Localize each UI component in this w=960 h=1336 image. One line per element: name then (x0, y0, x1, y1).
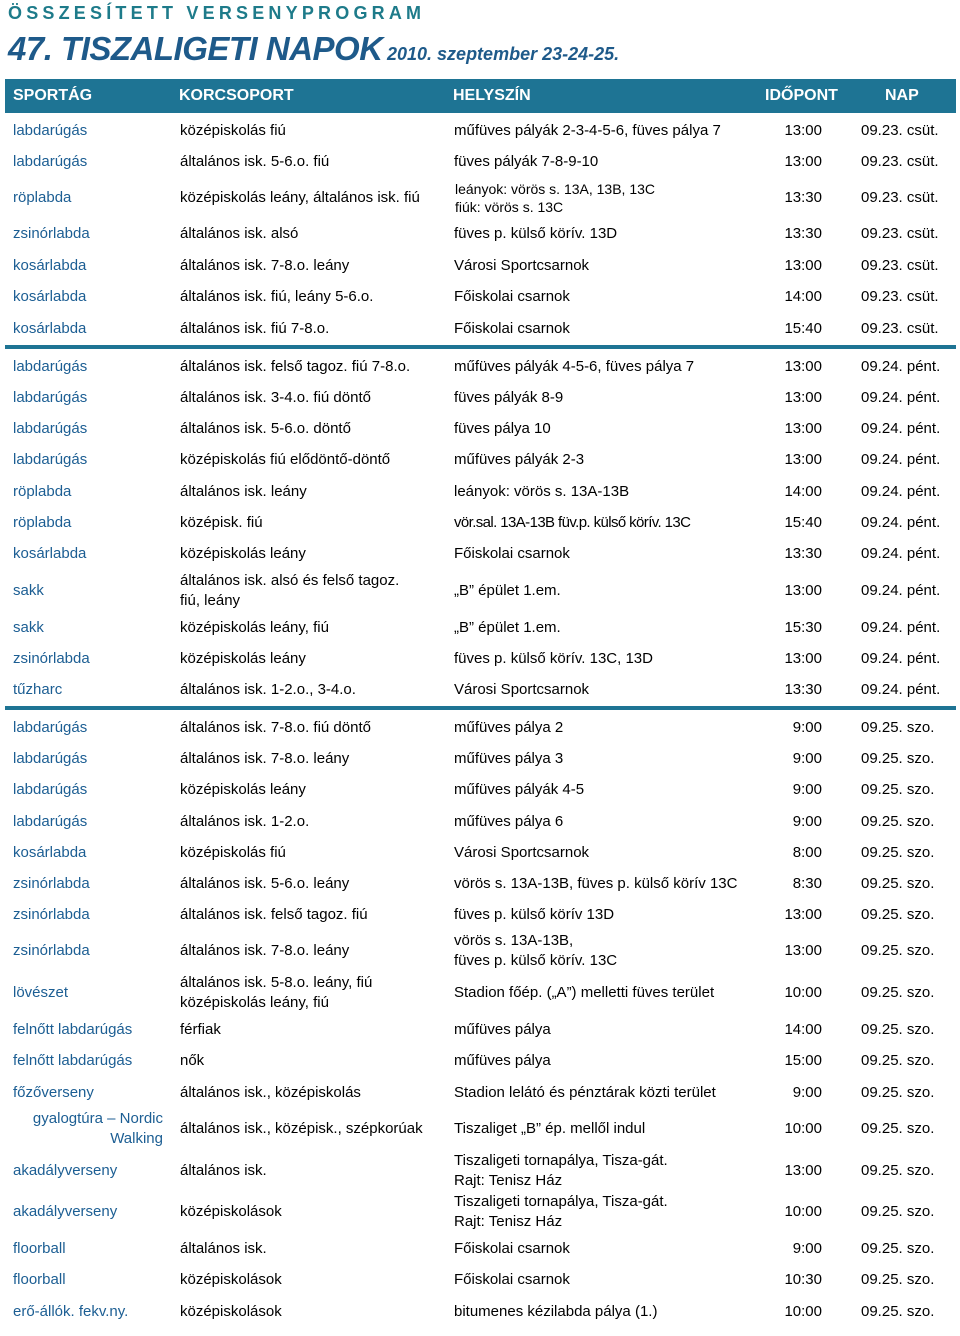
cell-group (180, 482, 307, 502)
cell-place (454, 224, 617, 244)
cell-time: 9:00 (792, 781, 822, 798)
cell-day: 09.25. szo. (861, 1240, 935, 1257)
cell-group (180, 1302, 282, 1322)
cell-sport: zsinórlabda (13, 942, 90, 959)
cell-sport: sakk (13, 619, 44, 636)
cell-group-line: nők (180, 1052, 205, 1069)
cell-place-line: Városi Sportcsarnok (454, 844, 590, 861)
cell-sport: röplabda (13, 514, 72, 531)
cell-sport: felnőtt labdarúgás (13, 1052, 133, 1069)
cell-day: 09.24. pént. (861, 420, 941, 437)
cell-group-line: középiskolás leány (180, 545, 306, 562)
cell-group (180, 1119, 423, 1139)
cell-sport: labdarúgás (13, 750, 88, 767)
cell-time: 13:00 (784, 153, 822, 170)
cell-group-line: középiskolás leány (180, 650, 306, 667)
cell-sport: erő-állók. fekv.ny. (13, 1303, 129, 1320)
cell-place (454, 152, 598, 172)
cell-sport: floorball (13, 1240, 66, 1257)
cell-group (180, 319, 329, 339)
cell-place-line: Tiszaligeti tornapálya, Tisza-gát. (454, 1193, 668, 1210)
cell-place-line: Főiskolai csarnok (454, 1271, 570, 1288)
cell-day: 09.23. csüt. (861, 225, 939, 242)
title-date: 2010. szeptember 23-24-25. (387, 44, 620, 64)
cell-day: 09.24. pént. (861, 545, 941, 562)
cell-sport: labdarúgás (13, 389, 88, 406)
cell-group-line: általános isk. 5-6.o. leány (180, 875, 350, 892)
cell-group (180, 680, 356, 700)
cell-group-line: középiskolások (180, 1271, 282, 1288)
cell-group (180, 544, 306, 564)
cell-day: 09.23. csüt. (861, 320, 939, 337)
cell-sport: röplabda (13, 483, 72, 500)
cell-place (454, 1051, 551, 1071)
cell-place (454, 581, 561, 601)
cell-place (454, 812, 563, 832)
cell-day: 09.23. csüt. (861, 122, 939, 139)
cell-place (454, 680, 589, 700)
cell-place (454, 419, 551, 439)
cell-sport: zsinórlabda (13, 875, 90, 892)
cell-place-line: vörös s. 13A-13B, füves p. külső körív 13C (454, 875, 738, 892)
cell-time: 9:00 (792, 1240, 822, 1257)
cell-day: 09.23. csüt. (861, 288, 939, 305)
cell-group-line: általános isk. 1-2.o., 3-4.o. (180, 681, 356, 698)
cell-day: 09.25. szo. (861, 1084, 935, 1101)
cell-time: 15:40 (784, 514, 822, 531)
cell-place-line: Főiskolai csarnok (454, 320, 570, 337)
cell-time: 10:00 (784, 1203, 822, 1220)
cell-group (180, 1020, 221, 1040)
cell-sport: labdarúgás (13, 358, 88, 375)
cell-group (180, 450, 390, 470)
cell-place (454, 874, 737, 894)
cell-sport: lövészet (13, 984, 69, 1001)
cell-time: 13:30 (784, 225, 822, 242)
cell-group (180, 571, 399, 611)
cell-sport: zsinórlabda (13, 225, 90, 242)
cell-group-line: középisk. fiú (180, 514, 263, 531)
cell-place-line: bitumenes kézilabda pálya (1.) (454, 1303, 658, 1320)
cell-group (180, 224, 298, 244)
cell-place (454, 544, 570, 564)
cell-group-line: általános isk., középiskolás (180, 1084, 361, 1101)
cell-time: 9:00 (792, 750, 822, 767)
cell-place (454, 388, 563, 408)
cell-group-line: férfiak (180, 1021, 221, 1038)
cell-place (454, 718, 563, 738)
cell-day: 09.25. szo. (861, 1021, 935, 1038)
cell-day: 09.25. szo. (861, 1162, 935, 1179)
cell-time: 13:00 (784, 650, 822, 667)
cell-sport: felnőtt labdarúgás (13, 1021, 133, 1038)
cell-place-line: Rajt: Tenisz Ház (454, 1213, 563, 1230)
cell-time: 13:00 (784, 122, 822, 139)
cell-day: 09.25. szo. (861, 781, 935, 798)
cell-group (180, 812, 309, 832)
cell-time: 15:40 (784, 320, 822, 337)
cell-time: 9:00 (792, 813, 822, 830)
cell-day: 09.24. pént. (861, 619, 941, 636)
cell-place (454, 319, 570, 339)
cell-group-line: általános isk. felső tagoz. fiú (180, 906, 368, 923)
cell-place (454, 513, 690, 533)
cell-place-line: „B” épület 1.em. (454, 619, 561, 636)
cell-day: 09.24. pént. (861, 582, 941, 599)
cell-group-line: általános isk., középisk., szépkorúak (180, 1120, 423, 1137)
cell-group-line: általános isk. 7-8.o. leány (180, 750, 350, 767)
cell-place-line: füves pályák 7-8-9-10 (454, 153, 599, 170)
cell-day: 09.25. szo. (861, 844, 935, 861)
cell-place-line: Főiskolai csarnok (454, 288, 570, 305)
cell-sport: akadályverseny (13, 1203, 118, 1220)
cell-sport: kosárlabda (13, 844, 87, 861)
cell-group-line: középiskolás fiú (180, 122, 286, 139)
cell-place-line: műfüves pálya 6 (454, 813, 564, 830)
cell-time: 15:00 (784, 1052, 822, 1069)
cell-sport: tűzharc (13, 681, 63, 698)
cell-time: 13:00 (784, 420, 822, 437)
section-separator (5, 706, 956, 710)
cell-group (180, 780, 306, 800)
cell-group (180, 388, 371, 408)
cell-time: 13:30 (784, 189, 822, 206)
cell-sport: kosárlabda (13, 320, 87, 337)
cell-place-line: műfüves pályák 2-3-4-5-6, füves pálya 7 (454, 122, 721, 139)
cell-day: 09.24. pént. (861, 681, 941, 698)
cell-day: 09.24. pént. (861, 514, 941, 531)
cell-place (454, 931, 617, 971)
cell-group (180, 357, 410, 377)
cell-place-line: „B” épület 1.em. (454, 582, 561, 599)
cell-group-line: általános isk. 5-6.o. fiú (180, 153, 330, 170)
cell-time: 13:00 (784, 942, 822, 959)
cell-day: 09.25. szo. (861, 719, 935, 736)
cell-sport: gyalogtúra – Nordic Walking (32, 1110, 163, 1147)
cell-place-line: füves p. külső körív. 13D (454, 225, 618, 242)
cell-place (454, 1151, 668, 1191)
cell-group (180, 973, 372, 1013)
cell-place-line: füves p. külső körív 13D (454, 906, 615, 923)
cell-group (180, 188, 420, 208)
cell-group (180, 287, 373, 307)
cell-group (180, 419, 351, 439)
cell-place-line: Tiszaligeti tornapálya, Tisza-gát. (454, 1152, 668, 1169)
cell-place (454, 780, 584, 800)
cell-place-line: műfüves pálya 3 (454, 750, 564, 767)
cell-day: 09.23. csüt. (861, 153, 939, 170)
title-main: 47. TISZALIGETI NAPOK (8, 30, 383, 67)
cell-place (454, 1302, 657, 1322)
cell-sport: floorball (13, 1271, 66, 1288)
cell-sport: labdarúgás (13, 813, 88, 830)
cell-place (454, 618, 561, 638)
cell-place (454, 905, 614, 925)
cell-group (180, 513, 263, 533)
cell-place (454, 1239, 570, 1259)
cell-day: 09.25. szo. (861, 1203, 935, 1220)
cell-place (454, 649, 653, 669)
document-kicker: ÖSSZESÍTETT VERSENYPROGRAM (8, 3, 426, 23)
cell-day: 09.24. pént. (861, 358, 941, 375)
cell-place (454, 1083, 716, 1103)
cell-time: 14:00 (784, 483, 822, 500)
cell-group (180, 618, 329, 638)
cell-day: 09.23. csüt. (861, 189, 939, 206)
cell-place (454, 983, 714, 1003)
cell-sport: labdarúgás (13, 153, 88, 170)
cell-time: 14:00 (784, 1021, 822, 1038)
cell-place-line: Főiskolai csarnok (454, 545, 570, 562)
cell-group (180, 905, 368, 925)
cell-time: 15:30 (784, 619, 822, 636)
cell-group (180, 1051, 204, 1071)
cell-sport: labdarúgás (13, 719, 88, 736)
cell-group-line: középiskolás leány, fiú (180, 619, 329, 636)
cell-place (454, 1119, 645, 1139)
cell-group-line: középiskolás fiú elődöntő-döntő (180, 451, 391, 468)
cell-place (454, 749, 563, 769)
cell-day: 09.24. pént. (861, 650, 941, 667)
cell-time: 13:00 (784, 451, 822, 468)
header-time: IDŐPONT (765, 87, 838, 104)
cell-group (180, 1202, 282, 1222)
cell-group (180, 843, 286, 863)
cell-time: 8:30 (792, 875, 822, 892)
cell-group-line: általános isk. 7-8.o. leány (180, 257, 350, 274)
cell-day: 09.25. szo. (861, 1052, 935, 1069)
cell-place (454, 287, 570, 307)
cell-sport: kosárlabda (13, 288, 87, 305)
cell-group-line: középiskolások (180, 1303, 282, 1320)
cell-group-line: általános isk. leány (180, 483, 307, 500)
cell-place-line: vör.sal. 13A-13B füv.p. külső körív. 13C (454, 514, 691, 531)
cell-group-line: általános isk. felső tagoz. fiú 7-8.o. (180, 358, 411, 375)
cell-time: 14:00 (784, 288, 822, 305)
cell-group (180, 941, 349, 961)
cell-group-line: általános isk. alsó és felső tagoz. (180, 572, 400, 589)
cell-place-line: Stadion főép. („A”) melletti füves terület (454, 984, 715, 1001)
cell-place-line: fiúk: vörös s. 13C (455, 199, 564, 215)
cell-place-line: Főiskolai csarnok (454, 1240, 570, 1257)
cell-group-line: általános isk. alsó (180, 225, 299, 242)
cell-group (180, 718, 371, 738)
cell-group-line: középiskolás leány (180, 781, 306, 798)
cell-group (180, 649, 306, 669)
cell-group-line: fiú, leány (180, 592, 241, 609)
cell-day: 09.24. pént. (861, 483, 941, 500)
cell-place-line: Tiszaliget „B” ép. mellől indul (454, 1120, 646, 1137)
cell-group-line: általános isk. fiú, leány 5-6.o. (180, 288, 374, 305)
cell-time: 8:00 (792, 844, 822, 861)
cell-place-line: Városi Sportcsarnok (454, 681, 590, 698)
cell-day: 09.24. pént. (861, 389, 941, 406)
cell-place-line: vörös s. 13A-13B, (454, 932, 574, 949)
cell-group-line: általános isk. fiú 7-8.o. (180, 320, 330, 337)
cell-place-line: füves pályák 8-9 (454, 389, 564, 406)
cell-sport: zsinórlabda (13, 650, 90, 667)
cell-place-line: Városi Sportcsarnok (454, 257, 590, 274)
cell-group-line: általános isk. 5-8.o. leány, fiú (180, 974, 373, 991)
cell-place-line: műfüves pálya 2 (454, 719, 564, 736)
cell-group-line: általános isk. 7-8.o. fiú döntő (180, 719, 371, 736)
cell-day: 09.25. szo. (861, 984, 935, 1001)
cell-place-line: műfüves pálya (454, 1021, 551, 1038)
cell-group (180, 152, 329, 172)
cell-place-line: műfüves pályák 4-5 (454, 781, 585, 798)
cell-time: 10:30 (784, 1271, 822, 1288)
cell-group-line: általános isk. 3-4.o. fiú döntő (180, 389, 371, 406)
cell-place-line: Stadion lelátó és pénztárak közti terület (454, 1084, 716, 1101)
cell-time: 13:00 (784, 582, 822, 599)
cell-sport: röplabda (13, 189, 72, 206)
cell-time: 13:00 (784, 906, 822, 923)
table-header (5, 79, 956, 113)
cell-sport: akadályverseny (13, 1162, 118, 1179)
cell-place (454, 1270, 570, 1290)
cell-group (180, 1161, 267, 1181)
cell-place (454, 482, 629, 502)
cell-time: 10:00 (784, 1120, 822, 1137)
cell-day: 09.25. szo. (861, 942, 935, 959)
cell-time: 13:00 (784, 358, 822, 375)
cell-sport: labdarúgás (13, 781, 88, 798)
cell-sport: zsinórlabda (13, 906, 90, 923)
cell-place-line: leányok: vörös s. 13A, 13B, 13C (455, 181, 655, 197)
cell-time: 13:30 (784, 681, 822, 698)
cell-sport: labdarúgás (13, 420, 88, 437)
cell-day: 09.25. szo. (861, 750, 935, 767)
cell-place-line: műfüves pályák 4-5-6, füves pálya 7 (454, 358, 695, 375)
cell-place-line: füves pálya 10 (454, 420, 551, 437)
cell-group (180, 1083, 361, 1103)
cell-group (180, 874, 349, 894)
header-group: KORCSOPORT (179, 87, 294, 104)
header-sport: SPORTÁG (13, 87, 93, 104)
cell-time: 13:00 (784, 1162, 822, 1179)
cell-group-line: általános isk. 7-8.o. leány (180, 942, 350, 959)
header-day: NAP (885, 87, 919, 104)
cell-day: 09.25. szo. (861, 875, 935, 892)
cell-time: 9:00 (792, 719, 822, 736)
cell-group-line: általános isk. (180, 1162, 267, 1179)
cell-place (454, 1192, 668, 1232)
cell-place-line: füves p. külső körív. 13C (454, 952, 618, 969)
cell-time: 10:00 (784, 984, 822, 1001)
header-place: HELYSZÍN (453, 87, 531, 104)
cell-time: 13:00 (784, 389, 822, 406)
cell-place (454, 843, 589, 863)
cell-place (454, 357, 694, 377)
cell-place-line: műfüves pályák 2-3 (454, 451, 585, 468)
cell-sport: főzőverseny (13, 1084, 94, 1101)
cell-sport: kosárlabda (13, 257, 87, 274)
cell-day: 09.25. szo. (861, 1120, 935, 1137)
cell-sport: sakk (13, 582, 44, 599)
cell-place-line: füves p. külső körív. 13C, 13D (454, 650, 653, 667)
cell-sport: labdarúgás (13, 122, 88, 139)
cell-day: 09.23. csüt. (861, 257, 939, 274)
cell-day: 09.25. szo. (861, 813, 935, 830)
cell-place-line: Rajt: Tenisz Ház (454, 1172, 563, 1189)
cell-group (180, 121, 286, 141)
cell-group (180, 749, 349, 769)
cell-group-line: középiskolás leány, általános isk. fiú (180, 189, 420, 206)
cell-group-line: általános isk. (180, 1240, 267, 1257)
cell-time: 13:30 (784, 545, 822, 562)
cell-place (454, 1020, 551, 1040)
cell-group-line: középiskolás leány, fiú (180, 994, 329, 1011)
section-separator (5, 345, 956, 349)
cell-place (454, 450, 584, 470)
cell-group (180, 1239, 267, 1259)
cell-group-line: általános isk. 5-6.o. döntő (180, 420, 351, 437)
cell-group (180, 256, 349, 276)
cell-sport: kosárlabda (13, 545, 87, 562)
cell-group-line: középiskolás fiú (180, 844, 286, 861)
cell-day: 09.24. pént. (861, 451, 941, 468)
cell-time: 10:00 (784, 1303, 822, 1320)
document-title (8, 30, 619, 68)
cell-sport: labdarúgás (13, 451, 88, 468)
cell-time: 13:00 (784, 257, 822, 274)
cell-day: 09.25. szo. (861, 906, 935, 923)
cell-place-line: leányok: vörös s. 13A-13B (454, 483, 630, 500)
cell-day: 09.25. szo. (861, 1271, 935, 1288)
cell-group-line: általános isk. 1-2.o. (180, 813, 310, 830)
cell-group (180, 1270, 282, 1290)
cell-place (454, 256, 589, 276)
cell-time: 9:00 (792, 1084, 822, 1101)
cell-place (454, 121, 721, 141)
cell-group-line: középiskolások (180, 1203, 282, 1220)
cell-day: 09.25. szo. (861, 1303, 935, 1320)
cell-place (455, 180, 655, 216)
cell-place-line: műfüves pálya (454, 1052, 551, 1069)
